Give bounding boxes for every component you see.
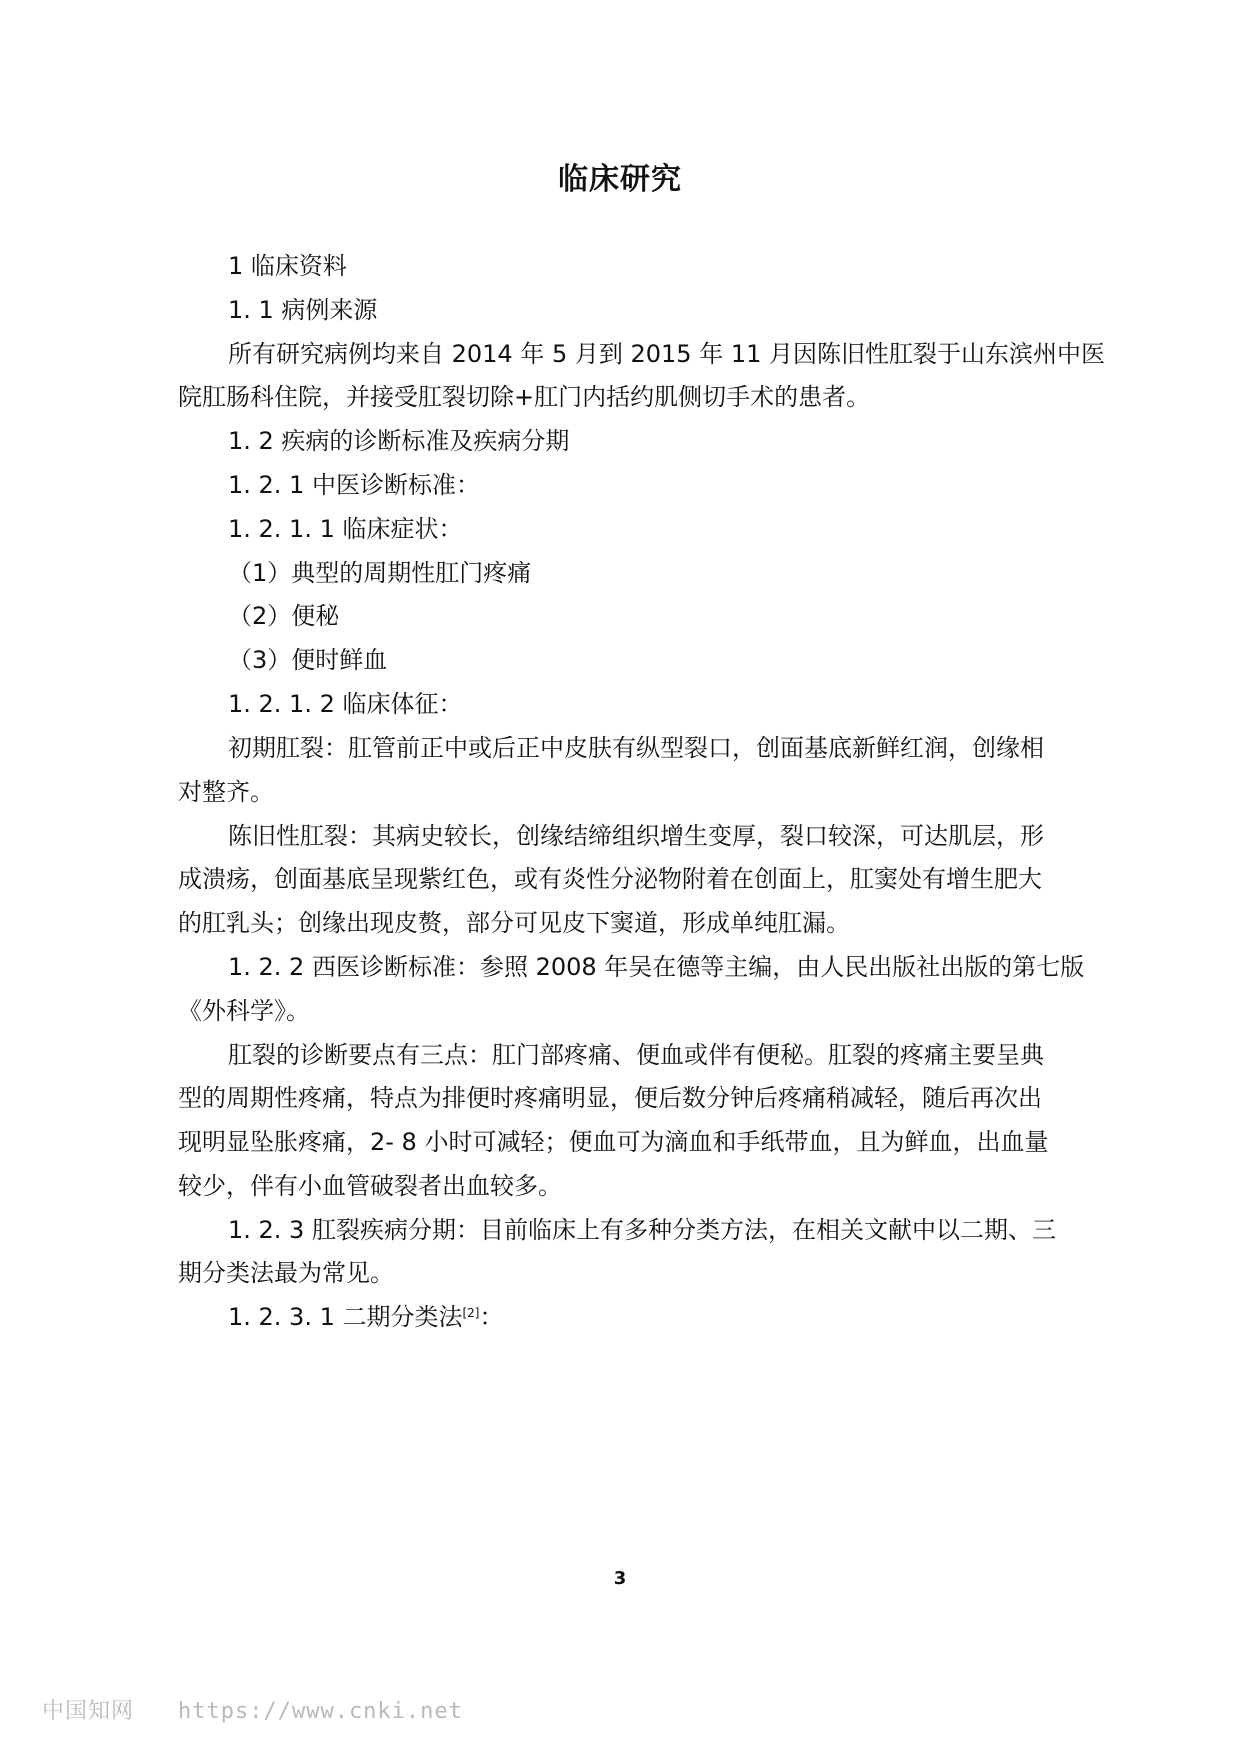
paragraph-line: 1. 2. 3 肛裂疾病分期：目前临床上有多种分类方法，在相关文献中以二期、三 (228, 1216, 1056, 1244)
paragraph-line: 成溃疡，创面基底呈现紫红色，或有炎性分泌物附着在创面上，肛窦处有增生肥大 (178, 865, 1042, 893)
paragraph-line: 的肛乳头；创缘出现皮赘，部分可见皮下窦道，形成单纯肛漏。 (178, 909, 850, 937)
paragraph-line: 初期肛裂：肛管前正中或后正中皮肤有纵型裂口，创面基底新鲜红润，创缘相 (228, 734, 1044, 762)
symptom-item: （1）典型的周期性肛门疼痛 (228, 559, 532, 587)
section-heading-1-2-1-1: 1. 2. 1. 1 临床症状： (228, 515, 463, 543)
paragraph-line: 现明显坠胀疼痛，2- 8 小时可减轻；便血可为滴血和手纸带血，且为鲜血，出血量 (178, 1128, 1049, 1156)
cnki-watermark-logo: 中国知网 (42, 1699, 135, 1724)
paragraph-line: 型的周期性疼痛，特点为排便时疼痛明显，便后数分钟后疼痛稍减轻，随后再次出 (178, 1084, 1042, 1112)
paragraph-line: 期分类法最为常见。 (178, 1259, 394, 1287)
page-number: 3 (613, 1568, 627, 1589)
reference-marker: [2] (462, 1306, 480, 1320)
heading-colon: ： (479, 1303, 504, 1331)
paragraph-line: 对整齐。 (178, 778, 274, 806)
paragraph-line: 1. 2. 2 西医诊断标准：参照 2008 年吴在德等主编，由人民出版社出版的第七版 (228, 953, 1085, 981)
heading-text: 1. 2. 3. 1 二期分类法 (228, 1303, 463, 1331)
section-heading-1-2-1: 1. 2. 1 中医诊断标准： (228, 471, 480, 499)
paragraph-line: 陈旧性肛裂：其病史较长，创缘结缔组织增生变厚，裂口较深，可达肌层，形 (228, 822, 1044, 850)
paragraph-line: 所有研究病例均来自 2014 年 5 月到 2015 年 11 月因陈旧性肛裂于山东滨州中医 (228, 340, 1105, 368)
paragraph-line: 院肛肠科住院，并接受肛裂切除+肛门内括约肌侧切手术的患者。 (178, 383, 871, 411)
section-heading-1: 1 临床资料 (228, 252, 347, 280)
cnki-watermark-url: https://www.cnki.net (178, 1699, 463, 1724)
section-heading-1-2: 1. 2 疾病的诊断标准及疾病分期 (228, 427, 570, 455)
page-title: 临床研究 (558, 162, 682, 197)
section-heading-1-2-3-1 (228, 1301, 503, 1333)
symptom-item: （3）便时鲜血 (228, 646, 388, 674)
symptom-item: （2）便秘 (228, 602, 340, 630)
section-heading-1-2-1-2: 1. 2. 1. 2 临床体征： (228, 690, 463, 718)
paragraph-line: 较少，伴有小血管破裂者出血较多。 (178, 1172, 562, 1200)
section-heading-1-1: 1. 1 病例来源 (228, 296, 378, 324)
paragraph-line: 《外科学》。 (178, 997, 310, 1025)
paragraph-line: 肛裂的诊断要点有三点：肛门部疼痛、便血或伴有便秘。肛裂的疼痛主要呈典 (228, 1041, 1044, 1069)
